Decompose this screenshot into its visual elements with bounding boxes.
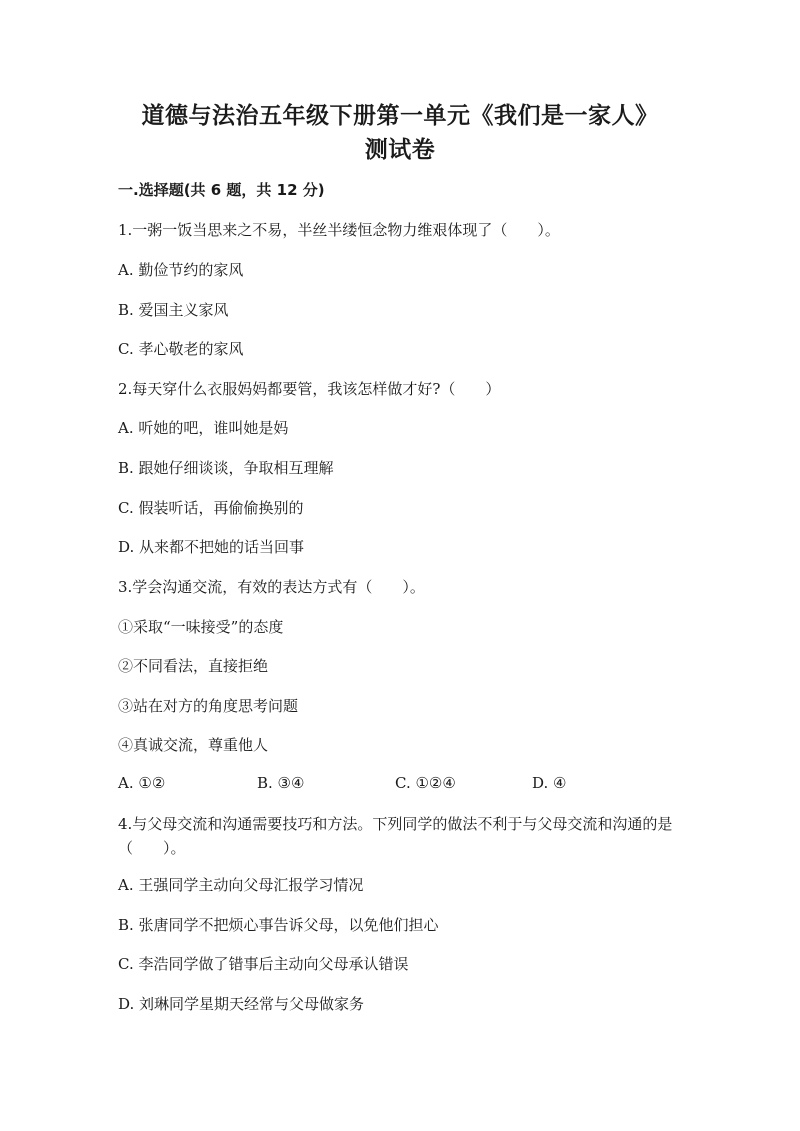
question-2-option-a: A. 听她的吧，谁叫她是妈 xyxy=(118,419,289,437)
question-3-option-c: C. ①②④ xyxy=(395,774,456,792)
question-2-option-d: D. 从来都不把她的话当回事 xyxy=(118,538,305,556)
question-3-option-a: A. ①② xyxy=(118,774,166,792)
question-3-item-3: ③站在对方的角度思考问题 xyxy=(118,697,299,715)
question-3-stem: 3.学会沟通交流，有效的表达方式有（ ）。 xyxy=(118,578,425,596)
question-3-item-1: ①采取“一味接受”的态度 xyxy=(118,618,284,636)
exam-title-line2: 测试卷 xyxy=(364,137,436,163)
question-1-option-a: A. 勤俭节约的家风 xyxy=(118,261,244,279)
question-1-option-b: B. 爱国主义家风 xyxy=(118,301,229,319)
section-heading: 一.选择题(共 6 题，共 12 分) xyxy=(118,181,325,199)
question-3-option-b: B. ③④ xyxy=(257,774,305,792)
question-4-option-c: C. 李浩同学做了错事后主动向父母承认错误 xyxy=(118,955,409,973)
question-4-option-a: A. 王强同学主动向父母汇报学习情况 xyxy=(118,876,364,894)
question-3-option-d: D. ④ xyxy=(532,774,567,792)
question-2-stem: 2.每天穿什么衣服妈妈都要管，我该怎样做才好?（ ） xyxy=(118,380,501,398)
question-3-item-2: ②不同看法，直接拒绝 xyxy=(118,657,269,675)
question-2-option-c: C. 假装听话，再偷偷换别的 xyxy=(118,499,304,517)
question-1-stem: 1.一粥一饭当思来之不易，半丝半缕恒念物力维艰体现了（ ）。 xyxy=(118,221,560,239)
question-1-option-c: C. 孝心敬老的家风 xyxy=(118,340,244,358)
exam-title: 道德与法治五年级下册第一单元《我们是一家人》 xyxy=(141,103,659,129)
question-4-stem: 4.与父母交流和沟通需要技巧和方法。下列同学的做法不利于与父母交流和沟通的是（ ）。 xyxy=(118,815,673,857)
question-3-item-4: ④真诚交流，尊重他人 xyxy=(118,736,269,754)
question-2-option-b: B. 跟她仔细谈谈，争取相互理解 xyxy=(118,459,334,477)
question-4-option-b: B. 张唐同学不把烦心事告诉父母，以免他们担心 xyxy=(118,916,439,934)
question-4-option-d: D. 刘琳同学星期天经常与父母做家务 xyxy=(118,995,365,1013)
